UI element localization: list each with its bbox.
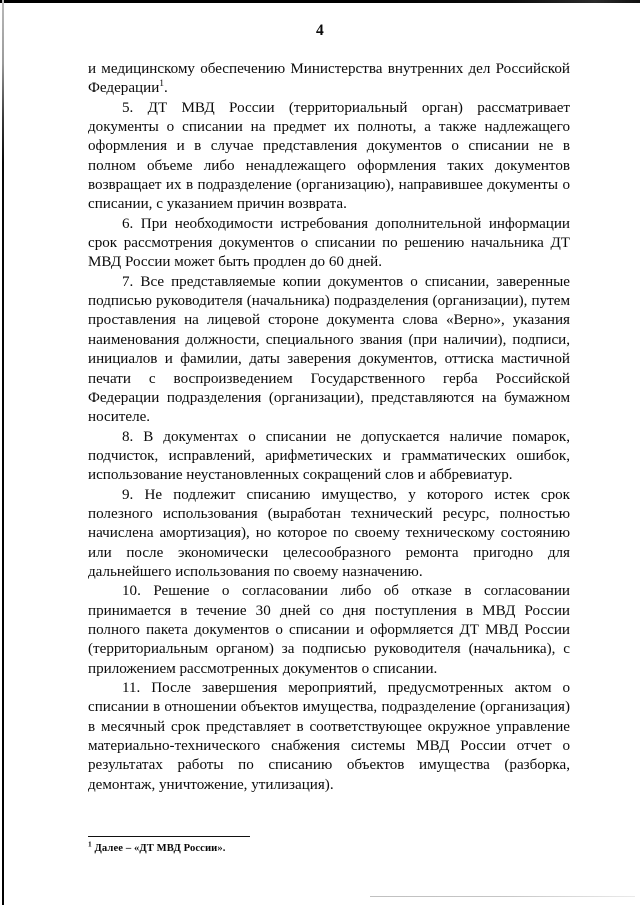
document-body — [88, 60, 570, 795]
scan-edge-left — [2, 0, 4, 905]
paragraph-9: 9. Не подлежит списанию имущество, у которого истек срок полезного использования (выработан технический ресурс, полностью начислена амортизация), но которое по своему техническому состоянию или после экономически целесообразного ремонта пригодно для дальнейшего использования по своему назначению. — [88, 486, 570, 580]
paragraph-10: 10. Решение о согласовании либо об отказе в согласовании принимается в течение 30 дней со дня поступления в МВД России полного пакета документов о списании и оформляется ДТ МВД России (территориальным органом) за подписью руководителя (начальника), с приложением рассмотренных документов о списании. — [88, 583, 570, 677]
paragraph-7: 7. Все представляемые копии документов о списании, заверенные подписью руководителя (начальника) подразделения (организации), путем проставления на лицевой стороне документа слова «Верно», указания наименования должности, специального звания (при наличии), подписи, инициалов и фамилии, даты заверения документов, оттиска мастичной печати с воспроизведением Государственного герба Российской Федерации подразделения (организации), представляются на бумажном носителе. — [88, 273, 570, 426]
page-number: 4 — [316, 22, 324, 39]
paragraph-6: 6. При необходимости истребования дополнительной информации срок рассмотрения документов о списании по решению начальника ДТ МВД России может быть продлен до 60 дней. — [88, 215, 570, 271]
paragraph-8: 8. В документах о списании не допускается наличие помарок, подчисток, исправлений, арифметических и грамматических ошибок, использование неустановленных сокращений слов и аббревиатур. — [88, 428, 570, 484]
footnote-separator-rule — [88, 836, 250, 837]
footnote-area — [88, 836, 570, 855]
paragraph-continuation-text: и медицинскому обеспечению Министерства внутренних дел Российской Федерации — [88, 61, 570, 97]
footnote-entry — [88, 839, 570, 855]
scan-edge-top — [0, 0, 640, 3]
paragraph-continuation — [88, 60, 570, 99]
footnote-marker: 1 — [88, 839, 92, 849]
scan-edge-bottom — [370, 896, 635, 897]
footnote-text: Далее – «ДТ МВД России». — [94, 843, 226, 855]
footnote-reference-marker: 1 — [159, 79, 165, 90]
paragraph-11: 11. После завершения мероприятий, предусмотренных актом о списании в отношении объектов имущества, подразделение (организация) в месячный срок представляет в соответствующее окружное управление материально-технического снабжения системы МВД России отчет о результатах работы по списанию объектов имущества (разборка, демонтаж, уничтожение, утилизация). — [88, 680, 570, 793]
paragraph-5: 5. ДТ МВД России (территориальный орган) рассматривает документы о списании на предмет их полноты, а также надлежащего оформления и в случае представления документов о списании не в полном объеме либо ненадлежащего оформления таких документов возвращает их в подразделение (организацию), направившее документы о списании, с указанием причин возврата. — [88, 99, 570, 213]
paragraph-continuation-tail: . — [164, 80, 168, 97]
